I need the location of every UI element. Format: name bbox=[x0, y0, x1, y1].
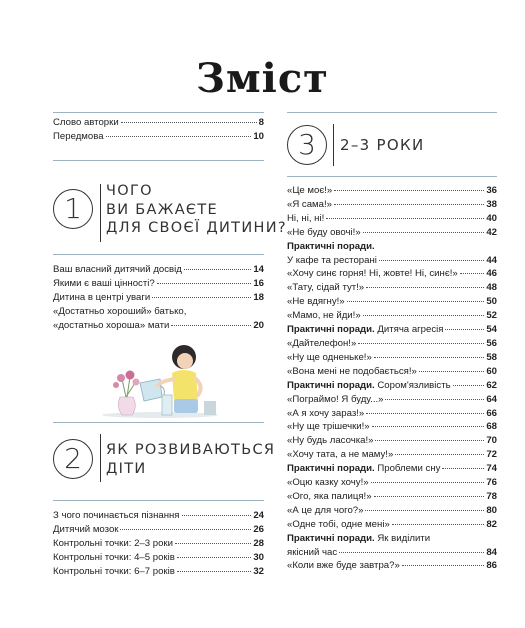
chapter-divider-bar bbox=[333, 124, 334, 166]
toc-entry[interactable]: «Одне тобі, одне мені» 82 bbox=[287, 518, 497, 530]
chapter1-list bbox=[53, 263, 264, 333]
toc-tips-entry-continued[interactable]: якісний час 84 bbox=[287, 546, 497, 558]
toc-entry[interactable]: Дитина в центрі уваги 18 bbox=[53, 291, 264, 303]
chapter-title: ЧОГО ВИ БАЖАЄТЕ ДЛЯ СВОЄЇ ДИТИНИ? bbox=[106, 183, 287, 236]
toc-entry[interactable]: «Коли вже буде завтра?» 86 bbox=[287, 560, 497, 572]
child-pouring-illustration bbox=[100, 335, 220, 419]
toc-entry[interactable]: Передмова 10 bbox=[53, 130, 264, 142]
flower-vase-icon bbox=[113, 371, 140, 416]
toc-entry[interactable]: «Ну ще трішечки!» 68 bbox=[287, 421, 497, 433]
divider bbox=[53, 422, 264, 423]
toc-entry[interactable]: «Оцю казку хочу!» 76 bbox=[287, 477, 497, 489]
toc-tips-entry[interactable]: Практичні поради. Дитяча агресія 54 bbox=[287, 324, 497, 336]
divider bbox=[53, 160, 264, 161]
toc-entry[interactable]: «Ну будь ласочка!» 70 bbox=[287, 435, 497, 447]
toc-tips-entry[interactable]: Практичні поради. Проблеми сну 74 bbox=[287, 463, 497, 475]
toc-entry[interactable]: «Вона мені не подобається!» 60 bbox=[287, 365, 497, 377]
chapter-number-badge: 3 bbox=[287, 125, 327, 165]
toc-entry[interactable]: З чого починається пізнання 24 bbox=[53, 510, 264, 521]
chapter-number-badge: 1 bbox=[53, 189, 93, 229]
front-matter-list bbox=[53, 116, 264, 144]
toc-entry[interactable]: «Хочу синє горня! Ні, жовте! Ні, синє!» 46 bbox=[287, 268, 497, 280]
divider bbox=[53, 500, 264, 501]
toc-tips-entry-continued[interactable]: У кафе та ресторані 44 bbox=[287, 254, 497, 266]
toc-entry[interactable]: «Не буду овочі!» 42 bbox=[287, 226, 497, 238]
toc-entry[interactable]: «Тату, сідай тут!» 48 bbox=[287, 282, 497, 294]
toc-entry[interactable]: Контрольні точки: 4–5 років 30 bbox=[53, 551, 264, 563]
chapter-number-badge: 2 bbox=[53, 439, 93, 479]
toc-entry[interactable]: «Пограймо! Я буду...» 64 bbox=[287, 393, 497, 405]
toc-entry[interactable]: «Не вдягну!» 50 bbox=[287, 296, 497, 308]
toc-entry[interactable]: Ваш власний дитячий досвід 14 bbox=[53, 264, 264, 275]
chapter2-list bbox=[53, 509, 264, 579]
divider bbox=[53, 254, 264, 255]
toc-entry[interactable]: «Достатньо хороший» батько, bbox=[53, 305, 187, 317]
page-title: Зміст bbox=[196, 55, 329, 102]
chapter-divider-bar bbox=[100, 184, 101, 242]
divider bbox=[53, 112, 264, 113]
toc-entry[interactable]: Слово авторки 8 bbox=[53, 117, 264, 128]
chapter3-list bbox=[287, 184, 497, 573]
toc-entry[interactable]: «А я хочу зараз!» 66 bbox=[287, 407, 497, 419]
toc-entry[interactable]: «Ну ще одненьке!» 58 bbox=[287, 351, 497, 363]
toc-entry[interactable]: «Хочу тата, а не маму!» 72 bbox=[287, 449, 497, 461]
toc-entry[interactable]: «А це для чого?» 80 bbox=[287, 504, 497, 516]
toc-entry[interactable]: Якими є ваші цінності? 16 bbox=[53, 277, 264, 289]
toc-tips-entry[interactable]: Практичні поради. Сором'язливість 62 bbox=[287, 379, 497, 391]
divider bbox=[287, 112, 497, 113]
chapter-title: 2–3 РОКИ bbox=[340, 136, 425, 154]
toc-entry[interactable]: Дитячий мозок 26 bbox=[53, 523, 264, 535]
toc-entry[interactable]: Контрольні точки: 2–3 роки 28 bbox=[53, 537, 264, 549]
toc-tips-entry[interactable]: Практичні поради. Як виділити bbox=[287, 532, 431, 544]
chapter-divider-bar bbox=[100, 434, 101, 482]
toc-entry[interactable]: «Ого, яка палиця!» 78 bbox=[287, 490, 497, 502]
divider bbox=[287, 176, 497, 177]
toc-tips-entry[interactable]: Практичні поради. bbox=[287, 240, 375, 252]
toc-entry[interactable]: «Я сама!» 38 bbox=[287, 198, 497, 210]
toc-entry[interactable]: Контрольні точки: 6–7 років 32 bbox=[53, 565, 264, 577]
chapter-title: ЯК РОЗВИВАЮТЬСЯ ДІТИ bbox=[106, 442, 276, 477]
toc-entry[interactable]: «Мамо, не йди!» 52 bbox=[287, 310, 497, 322]
toc-entry[interactable]: «Дайтелефон!» 56 bbox=[287, 337, 497, 349]
toc-entry[interactable]: Ні, ні, ні! 40 bbox=[287, 212, 497, 224]
toc-entry-continued[interactable]: «достатньо хороша» мати 20 bbox=[53, 319, 264, 331]
toc-entry[interactable]: «Це моє!» 36 bbox=[287, 185, 497, 196]
